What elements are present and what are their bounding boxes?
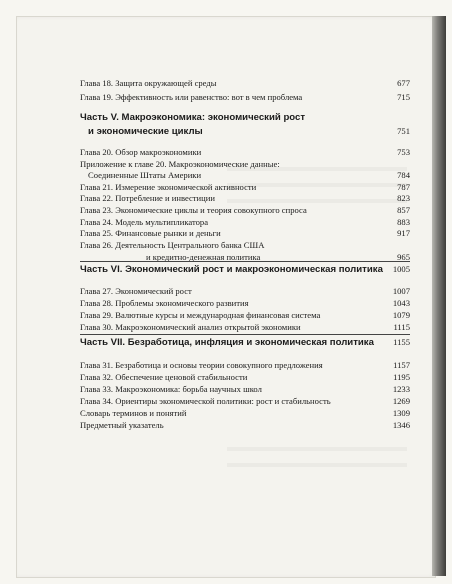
toc-entry-title: Глава 25. Финансовые рынки и деньги — [80, 228, 221, 238]
toc-entry-title: Глава 22. Потребление и инвестиции — [80, 193, 215, 203]
toc-entry-title: Глава 33. Макроэкономика: борьба научных школ — [80, 384, 262, 394]
toc-entry-page: 1309 — [392, 408, 410, 418]
toc-entry-title: Глава 19. Эффективность или равенство: вот в чем проблема — [80, 92, 303, 102]
toc-part-title: Часть VI. Экономический рост и макроэкономическая политика — [80, 264, 383, 275]
toc-entry-page: 677 — [397, 78, 410, 88]
toc-entry-page: 1115 — [393, 322, 410, 332]
toc-entry-page: 857 — [397, 205, 410, 215]
toc-entry-title: Глава 18. Защита окружающей среды — [80, 78, 217, 88]
toc-entry-page: 883 — [397, 217, 410, 227]
toc-entry-title: Глава 34. Ориентиры экономической политики: рост и стабильность — [80, 396, 331, 406]
toc-entry-page: 784 — [397, 170, 410, 180]
book-spine-edge — [432, 16, 446, 576]
toc-part-title: Часть V. Макроэкономика: экономический рост — [80, 112, 306, 123]
toc-entry-page: 1269 — [392, 396, 410, 406]
toc-entry-title: Словарь терминов и понятий — [80, 408, 187, 418]
toc-entry-title: Глава 24. Модель мультипликатора — [80, 217, 209, 227]
toc-entry-page: 1346 — [392, 420, 410, 430]
section-divider — [80, 261, 410, 262]
toc-entry-title: Глава 31. Безработица и основы теории совокупного предложения — [80, 360, 323, 370]
toc-part-title-cont: и экономические циклы — [88, 126, 203, 137]
toc-entry-title: Глава 21. Измерение экономической активности — [80, 182, 257, 192]
toc-entry-title: Глава 23. Экономические циклы и теория совокупного спроса — [80, 205, 307, 215]
toc-entry-page: 823 — [397, 193, 410, 203]
toc-entry-title: Глава 20. Обзор макроэкономики — [80, 147, 202, 157]
toc-entry-title: Глава 29. Валютные курсы и международная финансовая система — [80, 310, 321, 320]
section-divider — [80, 334, 410, 335]
toc-entry-title-cont: Соединенные Штаты Америки — [88, 170, 202, 180]
toc-entry-title: Глава 28. Проблемы экономического развития — [80, 298, 249, 308]
bleed-through-text — [227, 463, 407, 467]
bleed-through-text — [227, 199, 407, 203]
toc-part-page: 751 — [397, 126, 410, 136]
toc-part-title: Часть VII. Безработица, инфляция и экономическая политика — [80, 337, 374, 348]
toc-entry-page: 715 — [397, 92, 410, 102]
toc-entry-title: Предметный указатель — [80, 420, 164, 430]
toc-entry-page: 1233 — [392, 384, 410, 394]
toc-entry-page: 1079 — [392, 310, 410, 320]
toc-entry-title: Глава 30. Макроэкономический анализ открытой экономики — [80, 322, 301, 332]
toc-entry-title: Глава 27. Экономический рост — [80, 286, 192, 296]
toc-entry-page: 917 — [397, 228, 410, 238]
toc-entry-page: 1043 — [392, 298, 410, 308]
toc-entry-page: 1007 — [392, 286, 410, 296]
toc-entry-page: 965 — [397, 252, 410, 262]
toc-entry-title: Глава 32. Обеспечение ценовой стабильности — [80, 372, 248, 382]
bleed-through-text — [227, 447, 407, 451]
toc-entry-page: 753 — [397, 147, 410, 157]
toc-part-page: 1005 — [392, 264, 410, 274]
toc-entry-page: 1195 — [393, 372, 410, 382]
toc-entry-title-cont: и кредитно-денежная политика — [146, 252, 261, 262]
toc-entry-page: 1157 — [393, 360, 410, 370]
toc-part-page: 1155 — [393, 337, 410, 347]
toc-entry-title: Приложение к главе 20. Макроэкономические данные: — [80, 159, 280, 169]
toc-entry-page: 787 — [397, 182, 410, 192]
toc-entry-title: Глава 26. Деятельность Центрального банка США — [80, 240, 265, 250]
